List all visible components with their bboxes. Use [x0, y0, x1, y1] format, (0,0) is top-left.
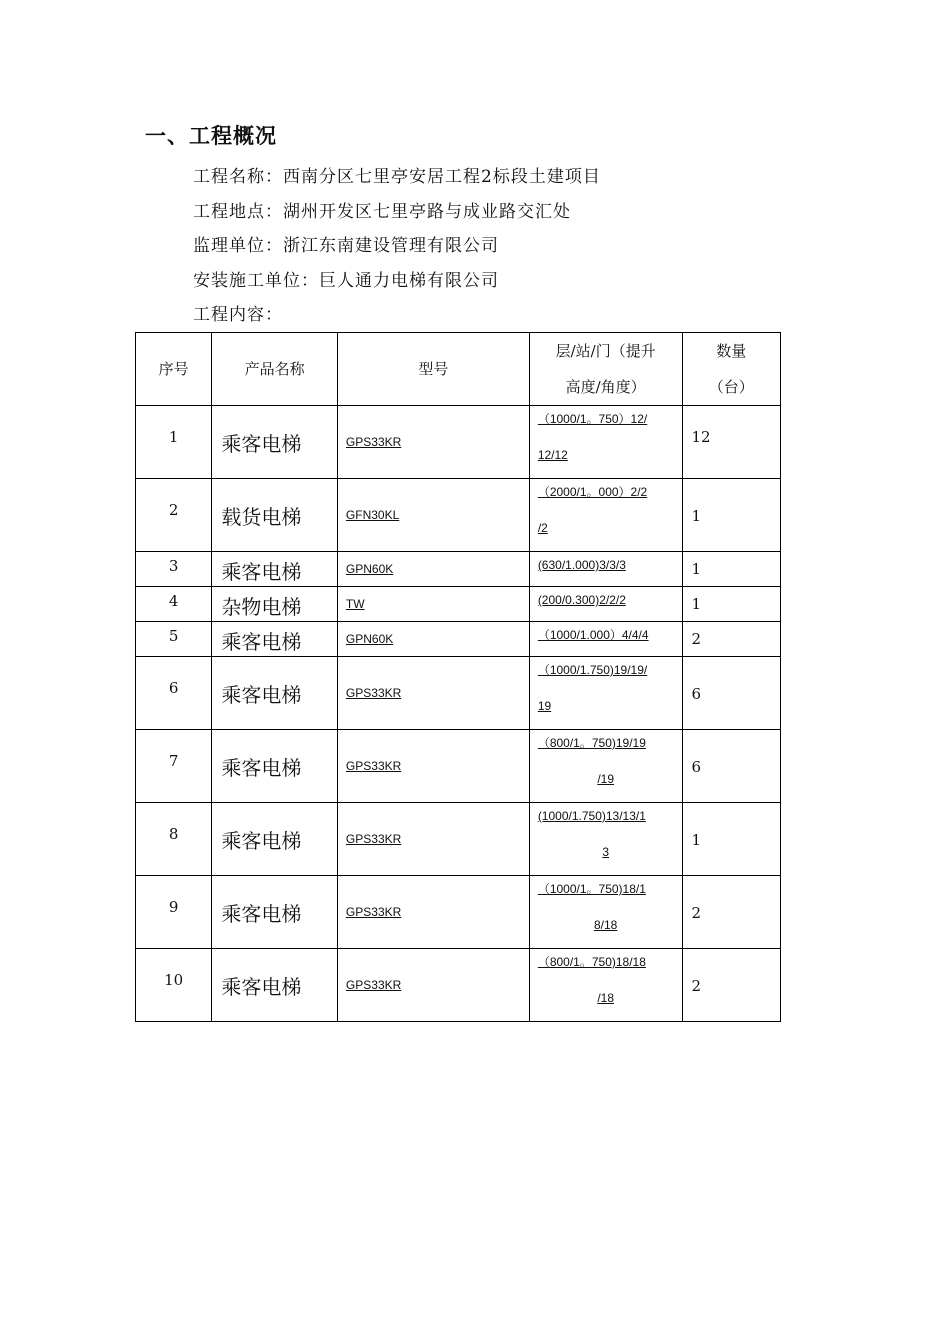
- row-index: 6: [168, 679, 179, 697]
- table-row: [136, 803, 781, 876]
- row-qty-cell: [682, 622, 780, 657]
- info-label: 监理单位：: [193, 236, 283, 256]
- section-heading: 一、工程概况: [145, 124, 277, 148]
- row-floors-line: （1000/1.000）4/4/4: [537, 628, 649, 642]
- info-project-location: [193, 197, 571, 222]
- row-index: 3: [168, 557, 179, 575]
- row-index-cell: [136, 803, 212, 876]
- row-floors-cell: [529, 657, 682, 730]
- row-qty: 12: [691, 428, 711, 446]
- info-value: 巨人通力电梯有限公司: [319, 271, 499, 291]
- table-row: [136, 406, 781, 479]
- header-floors-line2: 高度/角度）: [565, 378, 646, 396]
- row-index: 5: [168, 627, 179, 645]
- table-row: [136, 479, 781, 552]
- row-qty: 1: [691, 560, 702, 578]
- elevator-table: [135, 332, 781, 1022]
- row-qty-cell: [682, 479, 780, 552]
- row-index-cell: [136, 622, 212, 657]
- row-index-cell: [136, 876, 212, 949]
- row-model: GPN60K: [345, 632, 394, 646]
- row-qty-cell: [682, 949, 780, 1022]
- row-floors-line: （1000/1。750)18/1: [537, 882, 646, 896]
- row-qty-cell: [682, 406, 780, 479]
- table-row: [136, 552, 781, 587]
- row-model: GPS33KR: [345, 759, 402, 773]
- row-name-cell: [212, 657, 338, 730]
- row-name-cell: [212, 730, 338, 803]
- row-qty-cell: [682, 803, 780, 876]
- row-model: GPS33KR: [345, 978, 402, 992]
- row-model-cell: [337, 876, 529, 949]
- info-value: 湖州开发区七里亭路与成业路交汇处: [283, 202, 571, 222]
- row-index: 1: [168, 428, 179, 446]
- row-model-cell: [337, 587, 529, 622]
- row-floors-line: （1000/1。750）12/: [537, 412, 648, 426]
- row-qty: 2: [691, 630, 702, 648]
- row-floors-line: （1000/1.750)19/19/: [537, 663, 648, 677]
- row-qty: 1: [691, 831, 702, 849]
- row-model: GPS33KR: [345, 435, 402, 449]
- row-qty-cell: [682, 657, 780, 730]
- row-model-cell: [337, 479, 529, 552]
- row-name-cell: [212, 406, 338, 479]
- row-floors-line: /2: [537, 521, 548, 535]
- header-qty-line1: 数量: [716, 342, 747, 360]
- header-floors: [529, 333, 682, 406]
- row-index: 9: [168, 898, 179, 916]
- row-name: 乘客电梯: [221, 683, 302, 707]
- row-model-cell: [337, 949, 529, 1022]
- row-index-cell: [136, 587, 212, 622]
- row-floors-cell: [529, 622, 682, 657]
- info-label: 工程地点：: [193, 202, 283, 222]
- row-model: TW: [345, 597, 365, 611]
- row-floors-line: /19: [597, 772, 614, 786]
- row-qty: 1: [691, 595, 702, 613]
- row-floors-cell: [529, 730, 682, 803]
- row-name-cell: [212, 552, 338, 587]
- row-floors-line: (630/1.000)3/3/3: [537, 558, 626, 572]
- row-name-cell: [212, 876, 338, 949]
- row-index: 8: [168, 825, 179, 843]
- table-row: [136, 949, 781, 1022]
- row-name: 杂物电梯: [221, 595, 302, 619]
- table-row: [136, 730, 781, 803]
- row-model: GPN60K: [345, 562, 394, 576]
- row-qty-cell: [682, 730, 780, 803]
- row-name-cell: [212, 622, 338, 657]
- info-installer: [193, 266, 499, 291]
- row-qty-cell: [682, 587, 780, 622]
- info-value: 浙江东南建设管理有限公司: [283, 236, 499, 256]
- row-floors-line: （800/1。750)19/19: [537, 736, 646, 750]
- row-name: 乘客电梯: [221, 630, 302, 654]
- table-row: [136, 587, 781, 622]
- row-name: 乘客电梯: [221, 829, 302, 853]
- row-qty-cell: [682, 552, 780, 587]
- header-qty: [682, 333, 780, 406]
- row-floors-line: (200/0.300)2/2/2: [537, 593, 626, 607]
- row-floors-cell: [529, 803, 682, 876]
- row-index-cell: [136, 479, 212, 552]
- row-name-cell: [212, 803, 338, 876]
- row-qty: 2: [691, 904, 702, 922]
- row-model: GPS33KR: [345, 686, 402, 700]
- row-index-cell: [136, 406, 212, 479]
- row-floors-line: 19: [537, 699, 552, 713]
- header-qty-line2: （台）: [708, 378, 754, 396]
- row-floors-line: （2000/1。000）2/2: [537, 485, 648, 499]
- row-name-cell: [212, 587, 338, 622]
- row-floors-cell: [529, 406, 682, 479]
- row-model-cell: [337, 657, 529, 730]
- row-floors-cell: [529, 876, 682, 949]
- row-index-cell: [136, 949, 212, 1022]
- header-model: 型号: [337, 333, 529, 406]
- row-model: GPS33KR: [345, 905, 402, 919]
- info-supervisor: [193, 231, 499, 256]
- row-floors-cell: [529, 479, 682, 552]
- row-index: 10: [164, 971, 184, 989]
- row-model-cell: [337, 622, 529, 657]
- table-row: [136, 876, 781, 949]
- row-floors-line: (1000/1.750)13/13/1: [537, 809, 646, 823]
- row-qty: 6: [691, 685, 702, 703]
- info-value: 西南分区七里亭安居工程2标段土建项目: [283, 167, 601, 187]
- info-label: 工程名称：: [193, 167, 283, 187]
- row-model-cell: [337, 552, 529, 587]
- info-project-name: [193, 162, 601, 187]
- row-name: 乘客电梯: [221, 756, 302, 780]
- row-model-cell: [337, 803, 529, 876]
- row-floors-cell: [529, 552, 682, 587]
- row-floors-line: （800/1。750)18/18: [537, 955, 646, 969]
- row-floors-cell: [529, 587, 682, 622]
- row-name: 乘客电梯: [221, 432, 302, 456]
- row-index: 4: [168, 592, 179, 610]
- row-model-cell: [337, 730, 529, 803]
- table-row: [136, 622, 781, 657]
- info-content: [193, 300, 283, 325]
- row-index-cell: [136, 730, 212, 803]
- header-floors-line1: 层/站/门（提升: [555, 342, 656, 360]
- row-model: GFN30KL: [345, 508, 400, 522]
- info-label: 安装施工单位：: [193, 271, 319, 291]
- row-floors-cell: [529, 949, 682, 1022]
- row-floors-line: /18: [597, 991, 614, 1005]
- row-name: 乘客电梯: [221, 975, 302, 999]
- row-model-cell: [337, 406, 529, 479]
- row-floors-line: 12/12: [537, 448, 568, 462]
- table-header-row: [136, 333, 781, 406]
- row-qty: 1: [691, 507, 702, 525]
- row-qty: 6: [691, 758, 702, 776]
- row-qty: 2: [691, 977, 702, 995]
- header-name: 产品名称: [212, 333, 338, 406]
- header-index: 序号: [136, 333, 212, 406]
- row-index-cell: [136, 657, 212, 730]
- row-name: 乘客电梯: [221, 902, 302, 926]
- row-index: 2: [168, 501, 179, 519]
- row-name: 载货电梯: [221, 505, 302, 529]
- row-index: 7: [168, 752, 179, 770]
- row-name-cell: [212, 479, 338, 552]
- row-floors-line: 3: [602, 845, 609, 859]
- table-row: [136, 657, 781, 730]
- row-name-cell: [212, 949, 338, 1022]
- row-floors-line: 8/18: [593, 918, 618, 932]
- row-qty-cell: [682, 876, 780, 949]
- info-label: 工程内容：: [193, 305, 283, 325]
- row-name: 乘客电梯: [221, 560, 302, 584]
- row-index-cell: [136, 552, 212, 587]
- row-model: GPS33KR: [345, 832, 402, 846]
